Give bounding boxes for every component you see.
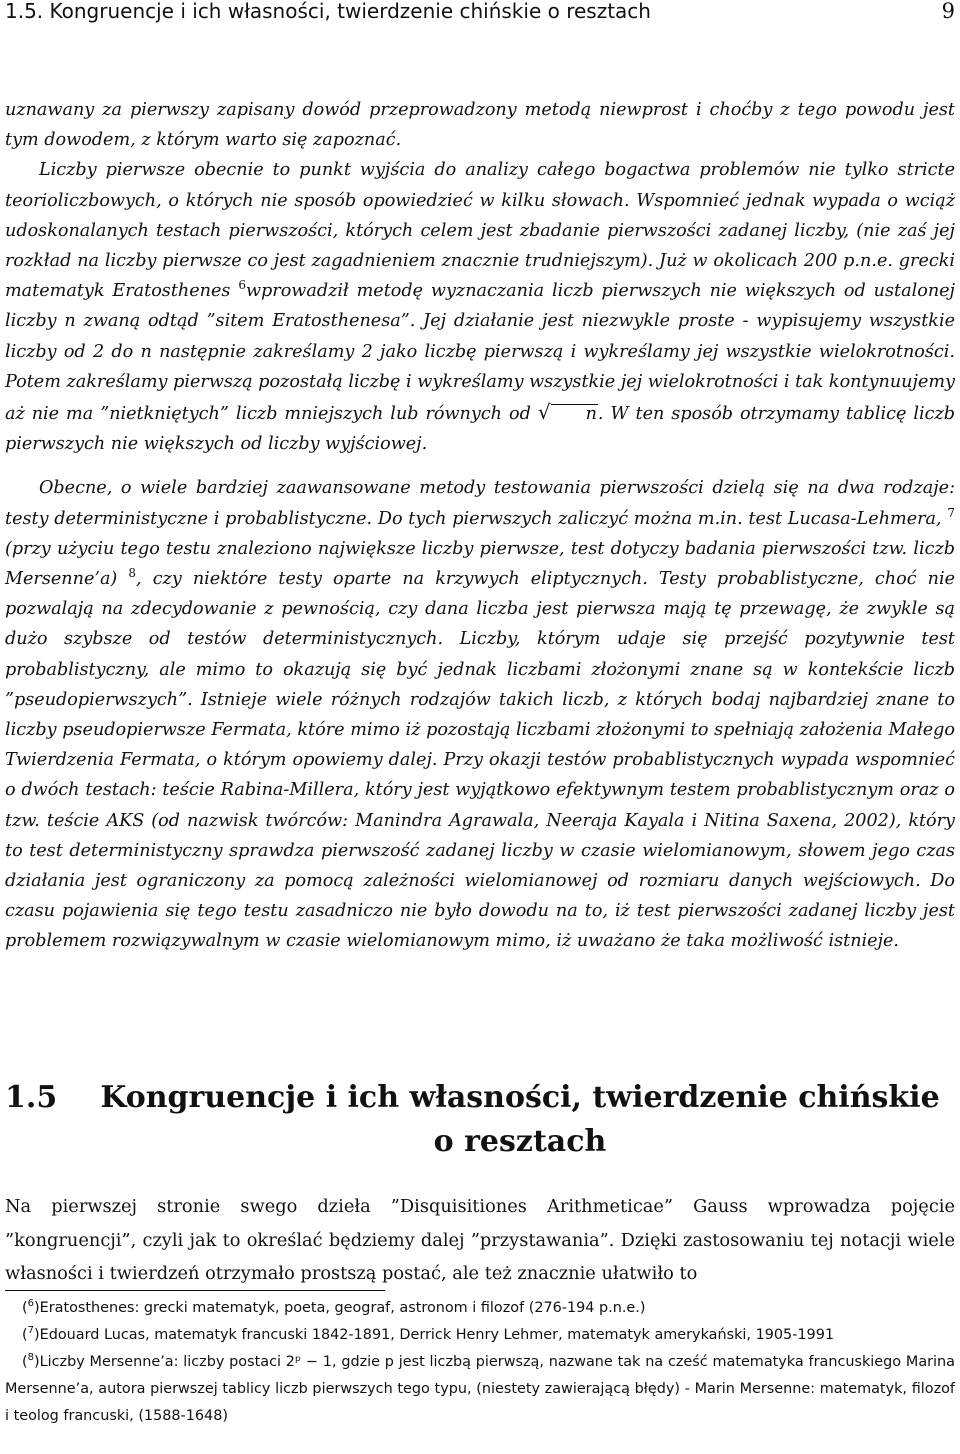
sqrt-symbol: √ xyxy=(537,400,551,425)
paragraph-1: uznawany za pierwszy zapisany dowód przeprowadzony metodą niewprost i choćby z tego powodu jest tym dowodem, z którym warto się zapoznać. xyxy=(5,100,955,151)
footnote-ref-7[interactable]: 7 xyxy=(947,505,956,520)
paragraph-2-part-a: Liczby pierwsze obecnie to punkt wyjścia do analizy całego bogactwa problemów nie tylko stricte teorioliczbowych, o których nie sposób opowiedzieć w kilku słowach. Wspomnieć jednak wypada o wciąż udoskonalanych testach pierwszości, których celem jest zbadanie pierwszości zadanej liczby, (nie zaś jej rozkład na liczby pierwsze co jest zagadnieniem znacznie trudniejszym). Już w okolicach 200 p.n.e. grecki matematyk Eratosthenes xyxy=(5,160,955,302)
footnote-ref-8[interactable]: 8 xyxy=(128,566,137,581)
paragraph-2 xyxy=(5,155,955,459)
footnote-ref-6[interactable]: 6 xyxy=(238,278,246,293)
paragraph-3-part-c: , czy niektóre testy oparte na krzywych eliptycznych. Testy probablistyczne, choć nie pozwalają na zdecydowanie z pewnością, czy dana liczba jest pierwsza mają tę przewagę, że zwykle są dużo szybsze od testów deterministycznych. Liczby, którym udaje się przejść pozytywnie test probablistyczny, ale mimo to okazują się być jednak liczbami złożonymi znane są w kontekście liczb ”pseudopierwszych”. Istnieje wiele różnych rodzajów takich liczb, z których bodaj najbardziej znane to liczby pseudopierwsze Fermata, które mimo iż pozostają liczbami złożonymi to spełniają założenia Małego Twierdzenia Fermata, o którym opowiemy dalej. Przy okazji testów probablistycznych wypada wspomnieć o dwóch testach: teście Rabina-Millera, który jest wyjątkowo efektywnym testem probablistycznym oraz o tzw. teście AKS (od nazwisk twórców: Manindra Agrawala, Neeraja Kayala i Nitina Saxena, 2002), który to test deterministyczny sprawdza pierwszość zadanej liczby w czasie wielomianowym, słowem jego czas działania jest ograniczony za pomocą zależności wielomianowej od rozmiaru danych wejściowych. Do czasu pojawienia się tego testu zasadniczo nie było dowodu na to, iż test pierwszości zadanej liczby jest problemem rozwiązywalnym w czasie wielomianowym mimo, iż uważano że taka możliwość istnieje. xyxy=(5,569,956,952)
paragraph-2-part-c: . W ten sposób otrzymamy tablicę liczb pierwszych nie większych od liczby wyjściowej. xyxy=(5,404,956,455)
paragraph-3 xyxy=(5,473,955,956)
footnote-mark: 8 xyxy=(27,1352,34,1363)
section-intro xyxy=(5,1190,955,1291)
page-number: 9 xyxy=(941,0,955,23)
section-heading xyxy=(5,1076,955,1164)
sqrt-argument: n xyxy=(551,404,598,423)
running-head xyxy=(5,0,955,25)
paragraph-3-part-b: (przy użyciu tego testu znaleziono największe liczby pierwsze, test dotyczy badania pierwszości tzw. liczb Mersenne’a) xyxy=(5,538,955,590)
body-text xyxy=(5,95,955,957)
footnote-text: )Edouard Lucas, matematyk francuski 1842-1891, Derrick Henry Lehmer, matematyk amerykański, 1905-1991 xyxy=(34,1327,835,1343)
running-head-title: 1.5. Kongruencje i ich własności, twierdzenie chińskie o resztach xyxy=(5,0,651,23)
footnote-text: )Liczby Mersenne’a: liczby postaci 2ᵖ − 1, gdzie p jest liczbą pierwszą, nazwane tak na cześć matematyka francuskiego Marina Mersenne’a, autora pierwszej tablicy liczb pierwszych tego typu, (niestety zawierającą błędy) - Marin Mersenne: matematyk, filozof i teolog francuski, (1588-1648) xyxy=(5,1354,955,1424)
footnote-7: ($^7$)Edouard Lucas, matematyk francuski 1842-1891, Derrick Henry Lehmer, matematyk amerykański, 1905-1991 xyxy=(22,1325,835,1343)
footnote-mark: 6 xyxy=(27,1298,34,1309)
footnote-text: )Eratosthenes: grecki matematyk, poeta, geograf, astronom i filozof (276-194 p.n.e.) xyxy=(34,1300,646,1316)
paragraph-3-part-a: Obecne, o wiele bardziej zaawansowane metody testowania pierwszości dzielą się na dwa rodzaje: testy deterministyczne i probablistyczne. Do tych pierwszych zaliczyć można m.in. test Lucasa-Lehmera, xyxy=(5,478,955,529)
footnotes xyxy=(5,1295,955,1430)
footnote-6: ($^6$)Eratosthenes: grecki matematyk, poeta, geograf, astronom i filozof (276-194 p.n.e.) xyxy=(22,1298,646,1316)
footnote-8: ($^8$)Liczby Mersenne’a: liczby postaci 2ᵖ − 1, gdzie p jest liczbą pierwszą, nazwane tak na cześć matematyka francuskiego Marina Mersenne’a, autora pierwszej tablicy liczb pierwszych tego typu, (niestety zawierającą błędy) - Marin Mersenne: matematyk, filozof i teolog francuski, (1588-1648) xyxy=(5,1352,955,1424)
section-number: 1.5 xyxy=(5,1080,58,1115)
footnote-rule xyxy=(5,1290,385,1291)
section-title: Kongruencje i ich własności, twierdzenie chińskie o resztach xyxy=(100,1080,940,1159)
section-intro-paragraph: Na pierwszej stronie swego dzieła ”Disquisitiones Arithmeticae” Gauss wprowadza pojęcie ”kongruencji”, czyli jak to określać będziemy dalej ”przystawania”. Dzięki zastosowaniu tej notacji wiele własności i twierdzeń otrzymało prostszą postać, ale też znacznie ułatwiło to xyxy=(5,1196,955,1284)
footnote-mark: 7 xyxy=(27,1325,34,1336)
paragraph-2-part-b: wprowadził metodę wyznaczania liczb pierwszych nie większych od ustalonej liczby n zwaną odtąd ”sitem Eratosthenesa”. Jej działanie jest niezwykle proste - wypisujemy wszystkie liczby od 2 do n następnie zakreślamy 2 jako liczbę pierwszą i wykreślamy jej wszystkie wielokrotności. Potem zakreślamy pierwszą pozostałą liczbę i wykreślamy wszystkie jej wielokrotności i tak kontynuujemy aż nie ma ”nietkniętych” liczb mniejszych lub równych od xyxy=(5,281,956,425)
